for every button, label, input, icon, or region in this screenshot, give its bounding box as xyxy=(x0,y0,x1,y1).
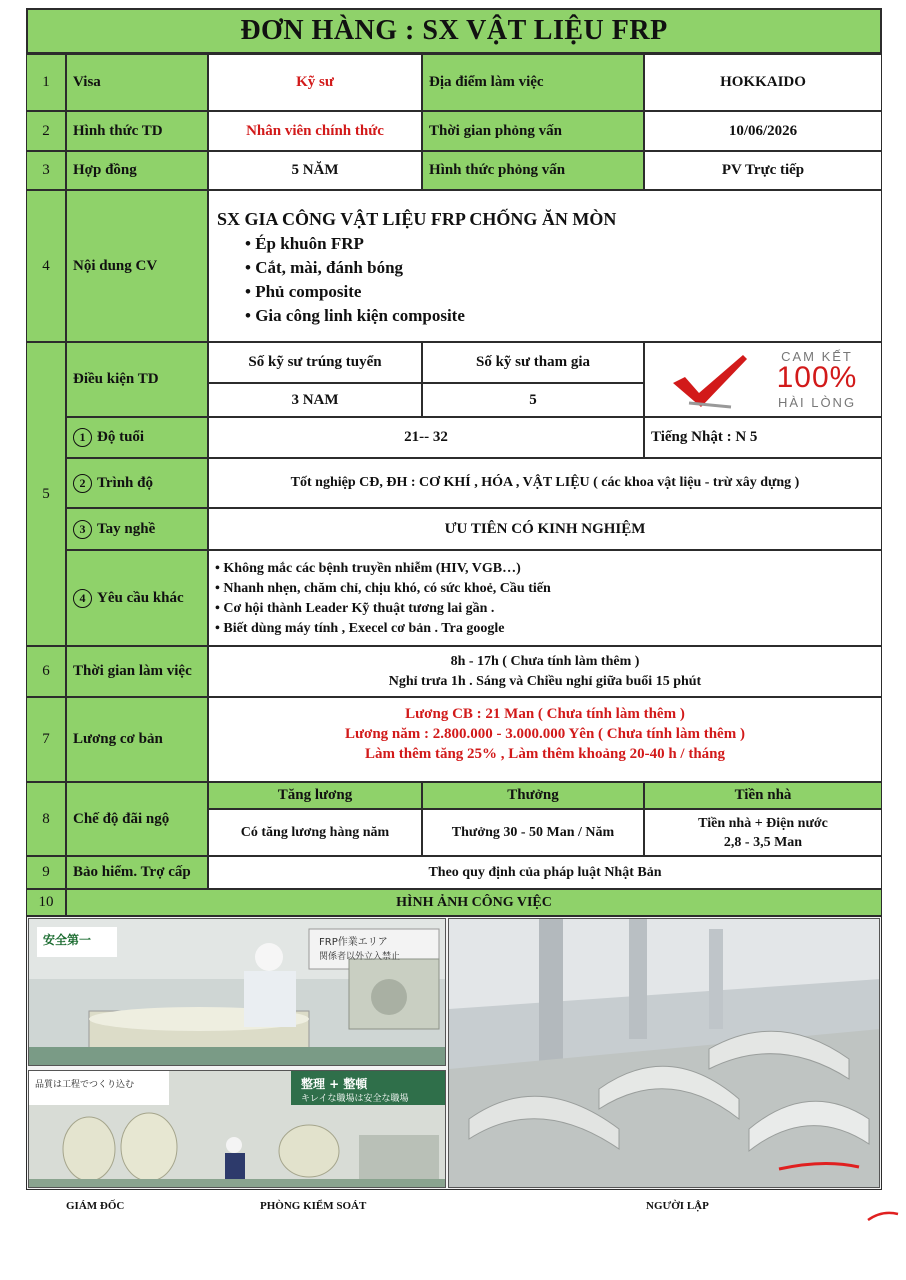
work-photo-frp-parts xyxy=(448,918,880,1188)
age-label: 1 Độ tuổi xyxy=(66,417,208,458)
warehouse-illustration xyxy=(449,919,880,1188)
sort-organize-sign: 整理 + 整頓 xyxy=(301,1077,368,1091)
director-signature-label: GIÁM ĐỐC xyxy=(66,1200,125,1212)
list-item: • Nhanh nhẹn, chăm chỉ, chịu khó, có sức khoẻ, Cầu tiến xyxy=(215,579,881,599)
interview-type-value: PV Trực tiếp xyxy=(644,151,882,190)
contract-label: Hợp đồng xyxy=(66,151,208,190)
list-item: • Cắt, mài, đánh bóng xyxy=(245,256,881,280)
education-value: Tốt nghiệp CĐ, ĐH : CƠ KHÍ , HÓA , VẬT LIỆU ( các khoa vật liệu - trừ xây dựng ) xyxy=(208,458,882,508)
number-circle-icon: 1 xyxy=(73,428,92,447)
engineers-selected-value: 3 NAM xyxy=(208,383,422,417)
insurance-value: Theo quy định của pháp luật Nhật Bản xyxy=(208,856,882,889)
interview-time-value: 10/06/2026 xyxy=(644,111,882,151)
other-requirements-box xyxy=(208,550,882,646)
badge-line2: 100% xyxy=(776,361,858,394)
safety-sign: 安全第一 xyxy=(43,933,92,947)
skill-value: ƯU TIÊN CÓ KINH NGHIỆM xyxy=(208,508,882,550)
list-item: • Phủ composite xyxy=(245,280,881,304)
raise-value: Có tăng lương hàng năm xyxy=(208,809,422,856)
working-time-value xyxy=(208,646,882,697)
work-location-label: Địa điểm làm việc xyxy=(422,54,644,111)
engineers-joining-header: Số kỹ sư tham gia xyxy=(422,342,644,383)
row-number: 4 xyxy=(26,190,66,342)
number-circle-icon: 2 xyxy=(73,474,92,493)
work-location-value: HOKKAIDO xyxy=(644,54,882,111)
basic-salary-label: Lương cơ bản xyxy=(66,697,208,782)
working-hours: 8h - 17h ( Chưa tính làm thêm ) xyxy=(450,653,640,669)
frp-area-sign: FRP作業エリア xyxy=(319,937,388,948)
page-title: ĐƠN HÀNG : SX VẬT LIỆU FRP xyxy=(26,8,882,54)
basic-salary-value xyxy=(208,697,882,782)
education-label: 2 Trình độ xyxy=(66,458,208,508)
raise-header: Tăng lương xyxy=(208,782,422,809)
recruit-type-value: Nhân viên chính thức xyxy=(208,111,422,151)
job-content-label: Nội dung CV xyxy=(66,190,208,342)
bonus-value: Thưởng 30 - 50 Man / Năm xyxy=(422,809,644,856)
housing-header: Tiền nhà xyxy=(644,782,882,809)
badge-line1: CAM KẾT xyxy=(781,349,853,364)
housing-line2: 2,8 - 3,5 Man xyxy=(723,834,803,850)
restricted-sign: 関係者以外立入禁止 xyxy=(319,952,401,962)
row-number: 5 xyxy=(26,342,66,646)
number-circle-icon: 3 xyxy=(73,520,92,539)
japanese-level: Tiếng Nhật : N 5 xyxy=(644,417,882,458)
engineers-joining-value: 5 xyxy=(422,383,644,417)
benefits-label: Chế độ đãi ngộ xyxy=(66,782,208,856)
list-item: • Biết dùng máy tính , Execel cơ bản . Tra google xyxy=(215,619,881,639)
row-number: 1 xyxy=(26,54,66,111)
row-number: 9 xyxy=(26,856,66,889)
overtime-info: Làm thêm tăng 25% , Làm thêm khoảng 20-40 h / tháng xyxy=(364,746,726,762)
other-requirements-list xyxy=(215,559,881,639)
list-item: • Không mắc các bệnh truyền nhiễm (HIV, VGB…) xyxy=(215,559,881,579)
control-department-label: PHÒNG KIỂM SOÁT xyxy=(260,1200,367,1212)
row-number: 6 xyxy=(26,646,66,697)
work-photo-frp-molding xyxy=(28,918,446,1066)
break-time: Nghỉ trưa 1h . Sáng và Chiều nghỉ giữa buổi 15 phút xyxy=(388,673,702,689)
interview-time-label: Thời gian phỏng vấn xyxy=(422,111,644,151)
satisfaction-badge xyxy=(644,342,882,417)
row-number: 7 xyxy=(26,697,66,782)
badge-line3: HÀI LÒNG xyxy=(777,395,857,410)
job-content-box xyxy=(208,190,882,342)
bonus-header: Thưởng xyxy=(422,782,644,809)
skill-label: 3 Tay nghề xyxy=(66,508,208,550)
number-circle-icon: 4 xyxy=(73,589,92,608)
list-item: • Ép khuôn FRP xyxy=(245,232,881,256)
red-mark xyxy=(866,1208,900,1224)
work-photos-header: HÌNH ẢNH CÔNG VIỆC xyxy=(66,889,882,916)
list-item: • Gia công linh kiện composite xyxy=(245,304,881,328)
quality-sign: 品質は工程でつくり込む xyxy=(35,1080,135,1090)
engineers-selected-header: Số kỹ sư trúng tuyển xyxy=(208,342,422,383)
interview-type-label: Hình thức phỏng vấn xyxy=(422,151,644,190)
recruit-condition-label: Điều kiện TD xyxy=(66,342,208,417)
working-time-label: Thời gian làm việc xyxy=(66,646,208,697)
age-value: 21-- 32 xyxy=(208,417,644,458)
other-requirements-label: 4 Yêu cầu khác xyxy=(66,550,208,646)
housing-line1: Tiền nhà + Điện nước xyxy=(698,815,828,831)
housing-value xyxy=(644,809,882,856)
row-number: 10 xyxy=(26,889,66,916)
job-content-heading: SX GIA CÔNG VẬT LIỆU FRP CHỐNG ĂN MÒN xyxy=(217,209,617,229)
annual-salary: Lương năm : 2.800.000 - 3.000.000 Yên ( Chưa tính làm thêm ) xyxy=(345,726,745,742)
row-number: 8 xyxy=(26,782,66,856)
preparer-label: NGƯỜI LẬP xyxy=(646,1200,709,1212)
visa-label: Visa xyxy=(66,54,208,111)
job-content-list xyxy=(245,232,881,328)
contract-value: 5 NĂM xyxy=(208,151,422,190)
recruit-type-label: Hình thức TD xyxy=(66,111,208,151)
row-number: 2 xyxy=(26,111,66,151)
row-number: 3 xyxy=(26,151,66,190)
checkmark-icon xyxy=(669,351,749,411)
monthly-salary: Lương CB : 21 Man ( Chưa tính làm thêm ) xyxy=(405,706,685,722)
visa-value: Kỹ sư xyxy=(208,54,422,111)
insurance-label: Bảo hiểm. Trợ cấp xyxy=(66,856,208,889)
work-photo-tanks xyxy=(28,1070,446,1188)
list-item: • Cơ hội thành Leader Kỹ thuật tương lai gần . xyxy=(215,599,881,619)
clean-workplace-sign: キレイな職場は安全な職場 xyxy=(301,1094,409,1104)
